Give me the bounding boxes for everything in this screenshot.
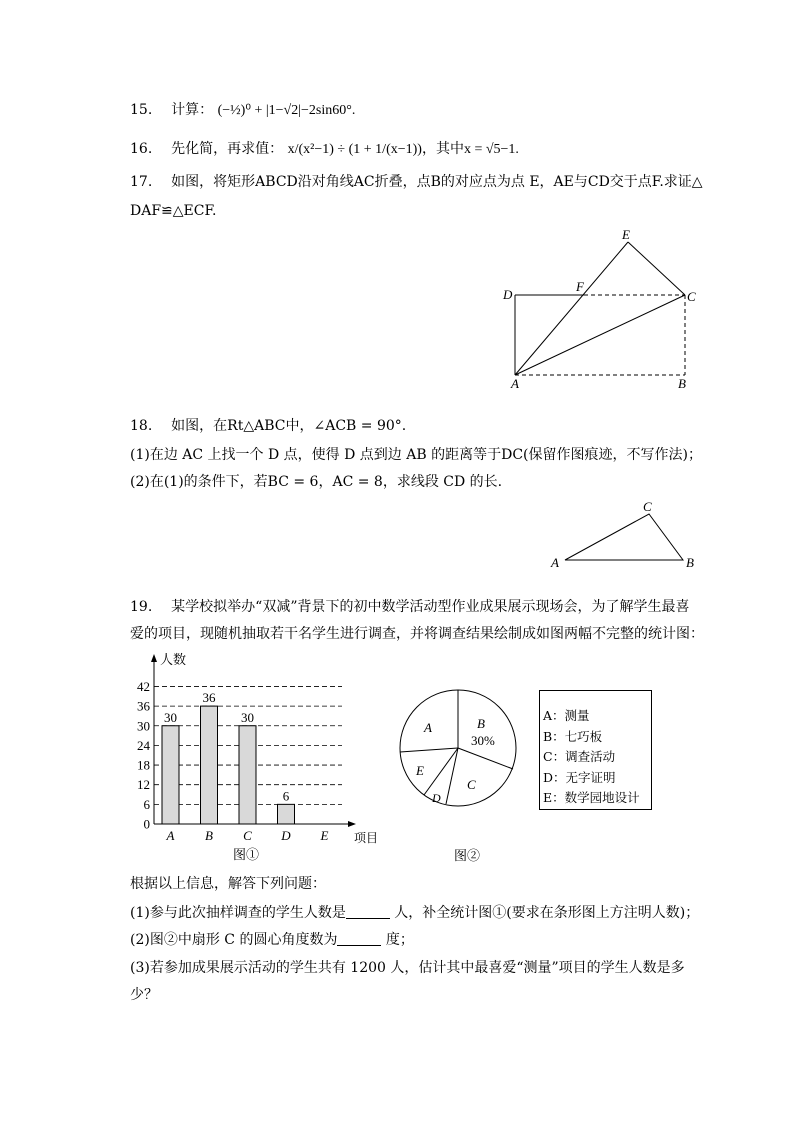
q15 <box>130 100 355 121</box>
q18-figure <box>545 497 705 572</box>
q18-line2: (1)在边 AC 上找一个 D 点，使得 D 点到边 AB 的距离等于DC(保留作图痕迹，不写作法)； <box>130 447 702 463</box>
bar-D <box>278 804 295 824</box>
q19-text: 某学校拟举办“双减”背景下的初中数学活动型作业成果展示现场会，为了解学生最喜 <box>171 599 690 615</box>
legend-item-D: D：无字证明 <box>543 769 616 785</box>
bar-value-label-D: 6 <box>282 788 290 804</box>
x-tick-label-B: B <box>205 828 213 843</box>
y-tick-label: 24 <box>137 737 150 753</box>
y-tick-label: 30 <box>137 718 150 734</box>
pie-chart <box>396 688 526 813</box>
q17-figure <box>495 225 705 395</box>
x-axis-label: 项目 <box>354 831 379 845</box>
legend-item-A: A：测量 <box>543 708 590 723</box>
y-axis-label: 人数 <box>160 652 187 667</box>
x-axis-arrow <box>348 821 356 827</box>
segment-EC <box>628 242 685 295</box>
q19-sub3-line2: 少？ <box>130 987 158 1003</box>
q19-sub1-text-b: 人，补全统计图①(要求在条形图上方注明人数)； <box>394 905 700 921</box>
bar-value-label-B: 36 <box>202 690 216 706</box>
pie-label-B: B <box>477 716 485 731</box>
q15-prefix: 计算： <box>171 102 214 118</box>
answer-blank-1[interactable] <box>346 904 390 919</box>
fig1-caption: 图① <box>233 848 260 863</box>
y-tick-label: 12 <box>137 777 150 793</box>
pie-radius-BC <box>458 748 513 769</box>
label-B: B <box>686 555 694 570</box>
legend-item-C: C：调查活动 <box>543 749 616 764</box>
q19-sub1 <box>130 903 699 923</box>
q19-sub2 <box>130 930 414 950</box>
q19-sub1-text-a: (1)参与此次抽样调查的学生人数是 <box>130 905 346 921</box>
bar-value-label-C: 30 <box>241 709 254 725</box>
y-tick-label: 6 <box>143 796 150 812</box>
label-E: E <box>622 227 630 242</box>
label-A: A <box>511 376 519 391</box>
x-tick-label-A: A <box>166 828 175 843</box>
pie-label-B-percent: 30% <box>471 733 495 748</box>
q17-text: 如图，将矩形ABCD沿对角线AC折叠，点B的对应点为点 E，AE与CD交于点F.求证△ <box>171 174 703 190</box>
y-tick-label: 36 <box>137 698 150 714</box>
q18-line3: (2)在(1)的条件下，若BC = 6，AC = 8，求线段 CD 的长. <box>130 474 503 490</box>
x-tick-label-D: D <box>281 828 291 843</box>
bar-C <box>239 726 256 824</box>
pie-label-E: E <box>416 763 424 778</box>
bar-chart <box>128 648 388 848</box>
label-C: C <box>643 499 652 514</box>
q18-number: 18. <box>130 418 153 434</box>
pie-label-A: A <box>424 720 432 735</box>
label-F: F <box>576 279 584 294</box>
triangle-ABC <box>565 514 683 560</box>
q19-number: 19. <box>130 599 153 615</box>
legend-item-B: B：七巧板 <box>543 728 603 744</box>
q15-expression: (−½)⁰ + |1−√2|−2sin60°. <box>217 103 356 118</box>
y-tick-label: 18 <box>137 757 150 773</box>
q17-number: 17. <box>130 174 153 190</box>
q19-line1 <box>130 597 689 617</box>
pie-legend <box>539 690 652 810</box>
bar-A <box>162 726 179 824</box>
pie-radius-EA <box>400 748 458 752</box>
q18-text: 如图，在Rt△ABC中，∠ACB = 90°. <box>171 418 407 434</box>
bar-value-label-A: 30 <box>164 709 177 725</box>
q19-sub3-line1: (3)若参加成果展示活动的学生共有 1200 人，估计其中最喜爱“测量”项目的学生人数是多 <box>130 960 685 976</box>
label-C: C <box>687 289 696 304</box>
answer-blank-2[interactable] <box>337 931 381 946</box>
y-tick-label: 0 <box>143 816 150 832</box>
label-B: B <box>678 376 686 391</box>
label-A: A <box>551 555 559 570</box>
label-D: D <box>503 287 513 302</box>
q19-sub2-text-a: (2)图②中扇形 C 的圆心角度数为 <box>130 932 338 948</box>
q19-sub2-text-b: 度； <box>385 932 414 948</box>
q19-after: 根据以上信息，解答下列问题： <box>130 876 326 892</box>
pie-label-D: D <box>432 791 441 805</box>
x-tick-label-E: E <box>320 828 329 843</box>
q17-line2: DAF≌△ECF. <box>130 203 217 219</box>
legend-item-E: E：数学园地设计 <box>543 790 640 805</box>
y-axis-arrow <box>151 654 157 662</box>
q15-number: 15. <box>130 102 153 118</box>
q18-line1 <box>130 416 406 436</box>
q17-line1 <box>130 172 703 192</box>
x-tick-label-C: C <box>243 828 252 843</box>
segment-AC <box>515 295 685 375</box>
fig2-caption: 图② <box>454 849 481 864</box>
q16 <box>130 139 519 160</box>
q19-line2: 爱的项目，现随机抽取若干名学生进行调查，并将调查结果绘制成如图两幅不完整的统计图： <box>130 626 704 642</box>
q16-prefix: 先化简，再求值： <box>171 141 284 157</box>
bar-B <box>201 706 218 824</box>
y-tick-label: 42 <box>137 678 150 694</box>
pie-label-C: C <box>467 777 476 792</box>
q16-number: 16. <box>130 141 153 157</box>
q16-expression: x/(x²−1) ÷ (1 + 1/(x−1))，其中x = √5−1. <box>287 142 519 157</box>
segment-AE <box>515 242 628 375</box>
